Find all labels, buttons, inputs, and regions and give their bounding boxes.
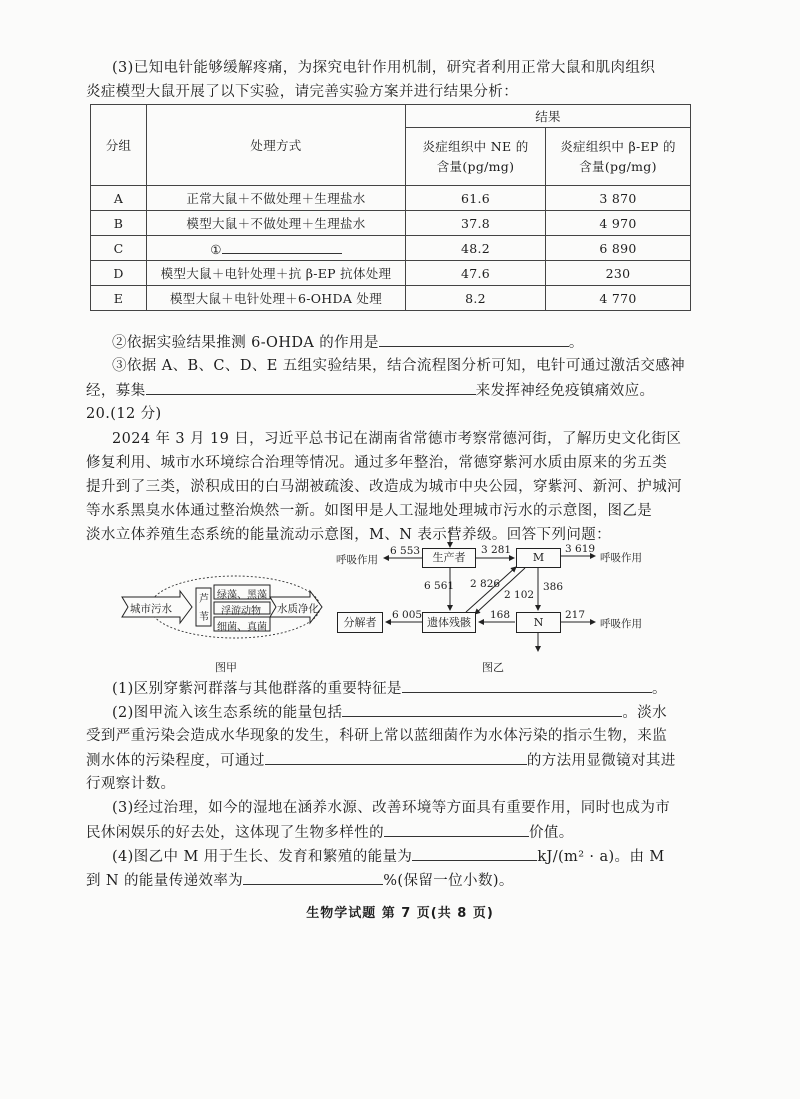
q20-para-line5: 淡水立体养殖生态系统的能量流动示意图，M、N 表示营养级。回答下列问题： xyxy=(86,527,612,543)
cell-treatment: 模型大鼠＋不做处理＋生理盐水 xyxy=(147,211,406,236)
q20-sub4-prefix: (4)图乙中 M 用于生长、发育和繁殖的能量为 xyxy=(112,849,413,865)
header-ne-line1: 炎症组织中 NE 的 xyxy=(422,138,529,154)
table-row xyxy=(91,261,691,286)
q20-sub4-line2-prefix: 到 N 的能量传递效率为 xyxy=(86,873,244,889)
answer-blank-q19-3[interactable] xyxy=(146,380,476,395)
q19-sub2 xyxy=(112,332,584,353)
q20-sub2-line1 xyxy=(112,702,667,723)
node-detritus: 遗体残骸 xyxy=(422,612,476,633)
table-row xyxy=(91,211,691,236)
q20-para-line3: 提升到了三类，淤积成田的白马湖被疏浚、改造成为城市中央公园，穿紫河、新河、护城河 xyxy=(86,479,682,495)
blank-marker: ① xyxy=(210,242,222,257)
header-ne-line2: 含量(pg/mg) xyxy=(436,158,515,174)
label-resp-producer: 呼吸作用 xyxy=(336,554,378,566)
fig-a-input: 城市污水 xyxy=(130,603,172,615)
header-group: 分组 xyxy=(91,105,147,186)
label-resp-m: 呼吸作用 xyxy=(600,552,642,564)
q19-intro-line1: (3)已知电针能够缓解疼痛，为探究电针作用机制，研究者利用正常大鼠和肌肉组织 xyxy=(112,60,656,76)
q19-sub2-suffix: 。 xyxy=(568,335,584,351)
q20-sub2-prefix: (2)图甲流入该生态系统的能量包括 xyxy=(112,705,343,721)
fig-a-reed-bottom: 苇 xyxy=(199,612,209,623)
fig-a-box-zooplankton: 浮游动物 xyxy=(221,606,261,617)
value-producer-m: 3 281 xyxy=(481,544,512,556)
q19-sub3-line1: ③依据 A、B、C、D、E 五组实验结果，结合流程图分析可知，电针可通过激活交感神 xyxy=(112,358,686,374)
table-row xyxy=(91,186,691,211)
cell-ne: 47.6 xyxy=(406,261,546,286)
q20-sub2-line4: 行观察计数。 xyxy=(86,776,176,792)
value-detritus-decomposer: 6 005 xyxy=(392,609,423,621)
value-m-resp: 3 619 xyxy=(565,543,596,555)
cell-ne: 61.6 xyxy=(406,186,546,211)
q20-para-line2: 修复利用、城市水环境综合治理等情况。通过多年整治，常德穿紫河水质由原来的劣五类 xyxy=(86,455,668,471)
cell-ne: 48.2 xyxy=(406,236,546,261)
q20-sub2-line3-prefix: 测水体的污染程度，可通过 xyxy=(86,753,265,769)
node-n: N xyxy=(516,612,561,633)
q20-sub1 xyxy=(112,678,667,699)
header-bep-line1: 炎症组织中 β-EP 的 xyxy=(560,138,676,154)
value-detritus-m: 2 826 xyxy=(470,578,501,590)
q19-sub3-prefix: 经，募集 xyxy=(86,383,146,399)
cell-group: A xyxy=(91,186,147,211)
q20-sub2-line2: 受到严重污染会造成水华现象的发生，科研上常以蓝细菌作为水体污染的指示生物，来监 xyxy=(86,728,668,744)
value-producer-resp: 6 553 xyxy=(390,545,421,557)
q20-sub3-line2 xyxy=(86,822,574,843)
figure-b xyxy=(320,525,700,675)
cell-group: B xyxy=(91,211,147,236)
cell-group: D xyxy=(91,261,147,286)
answer-blank-q20-3[interactable] xyxy=(384,822,529,837)
experiment-table xyxy=(90,104,691,311)
answer-blank-q20-2b[interactable] xyxy=(265,750,527,765)
cell-treatment: 正常大鼠＋不做处理＋生理盐水 xyxy=(147,186,406,211)
value-m-n: 386 xyxy=(543,581,564,593)
fig-a-box-algae: 绿藻、黑藻 xyxy=(217,590,267,601)
cell-treatment xyxy=(147,236,406,261)
q20-sub3-prefix: 民休闲娱乐的好去处，这体现了生物多样性的 xyxy=(86,825,384,841)
q20-sub2-line3-suffix: 的方法用显微镜对其进 xyxy=(526,753,676,769)
node-decomposer: 分解者 xyxy=(337,612,383,633)
label-resp-n: 呼吸作用 xyxy=(600,618,642,630)
q20-sub4-line2 xyxy=(86,870,514,891)
cell-bep: 230 xyxy=(546,261,691,286)
fig-a-caption: 图甲 xyxy=(215,661,237,674)
cell-ne: 8.2 xyxy=(406,286,546,311)
answer-blank-c[interactable] xyxy=(222,239,342,254)
header-ne xyxy=(406,128,546,186)
value-m-detritus: 2 102 xyxy=(504,589,535,601)
cell-bep: 3 870 xyxy=(546,186,691,211)
q20-para-line1: 2024 年 3 月 19 日，习近平总书记在湖南省常德市考察常德河街，了解历史文化街区 xyxy=(112,431,682,447)
cell-treatment: 模型大鼠＋电针处理＋6-OHDA 处理 xyxy=(147,286,406,311)
q20-sub2-suffix: 。淡水 xyxy=(622,705,668,721)
table-row xyxy=(91,286,691,311)
figure-a xyxy=(120,575,330,675)
cell-bep: 6 890 xyxy=(546,236,691,261)
header-bep-line2: 含量(pg/mg) xyxy=(579,158,657,174)
page-footer: 生物学试题 第 7 页(共 8 页) xyxy=(306,906,494,921)
answer-blank-q20-2a[interactable] xyxy=(342,702,622,717)
node-producer: 生产者 xyxy=(422,548,476,568)
q19-intro-line2: 炎症模型大鼠开展了以下实验，请完善实验方案并进行结果分析： xyxy=(86,84,519,100)
value-producer-detritus: 6 561 xyxy=(424,580,455,592)
header-results: 结果 xyxy=(406,105,691,128)
answer-blank-q19-2[interactable] xyxy=(379,332,569,347)
fig-b-caption: 图乙 xyxy=(482,661,504,674)
q20-sub2-line3 xyxy=(86,750,676,771)
answer-blank-q20-1[interactable] xyxy=(402,678,652,693)
q19-sub2-prefix: ②依据实验结果推测 6-OHDA 的作用是 xyxy=(112,335,379,351)
header-bep xyxy=(546,128,691,186)
fig-a-reed-top: 芦 xyxy=(199,594,209,605)
q20-sub1-suffix: 。 xyxy=(651,681,667,697)
fig-a-box-microbes: 细菌、真菌 xyxy=(217,622,267,633)
value-n-resp: 217 xyxy=(565,609,586,621)
cell-ne: 37.8 xyxy=(406,211,546,236)
answer-blank-q20-4b[interactable] xyxy=(243,870,383,885)
cell-treatment: 模型大鼠＋电针处理＋抗 β-EP 抗体处理 xyxy=(147,261,406,286)
q19-sub3-suffix: 来发挥神经免疫镇痛效应。 xyxy=(475,383,655,399)
q20-sub4-line2-suffix: %(保留一位小数)。 xyxy=(383,873,514,889)
answer-blank-q20-4a[interactable] xyxy=(412,846,537,861)
q20-heading: 20.(12 分) xyxy=(86,406,162,422)
table-row xyxy=(91,236,691,261)
q20-sub1-prefix: (1)区别穿紫河群落与其他群落的重要特征是 xyxy=(112,681,402,697)
q20-sub4-line1 xyxy=(112,846,665,867)
cell-group: C xyxy=(91,236,147,261)
node-m: M xyxy=(516,548,561,568)
q19-sub3-line2 xyxy=(86,380,654,401)
fig-a-output: 水质净化 xyxy=(277,603,319,615)
q20-sub3-line1: (3)经过治理，如今的湿地在涵养水源、改善环境等方面具有重要作用，同时也成为市 xyxy=(112,800,671,816)
cell-bep: 4 770 xyxy=(546,286,691,311)
value-n-detritus: 168 xyxy=(490,609,511,621)
header-treatment: 处理方式 xyxy=(147,105,406,186)
cell-bep: 4 970 xyxy=(546,211,691,236)
q20-sub4-suffix: kJ/(m² · a)。由 M xyxy=(537,849,665,865)
cell-group: E xyxy=(91,286,147,311)
q20-para-line4: 等水系黑臭水体通过整治焕然一新。如图甲是人工湿地处理城市污水的示意图，图乙是 xyxy=(86,503,653,519)
q20-sub3-suffix: 价值。 xyxy=(529,825,574,841)
